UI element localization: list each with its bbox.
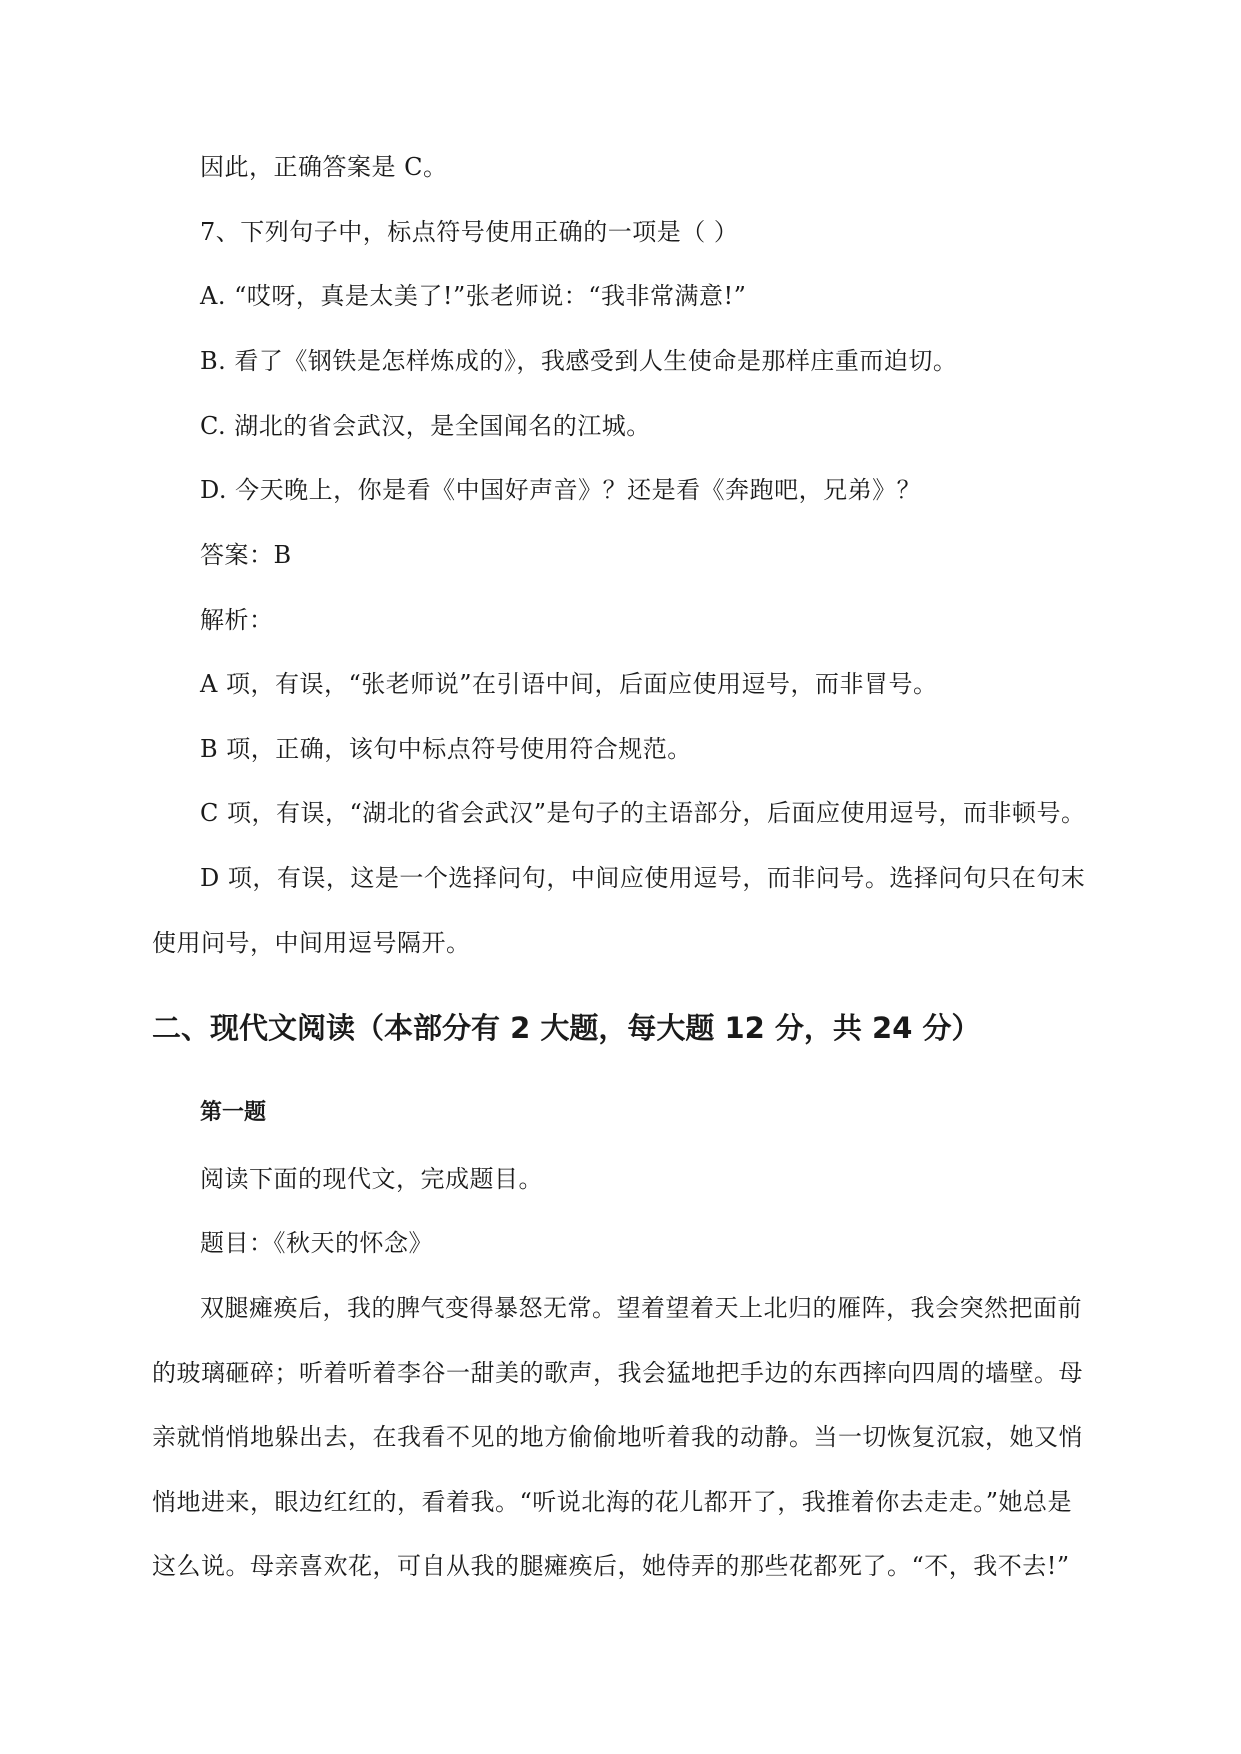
passage-line-2: 的玻璃砸碎；听着听着李谷一甜美的歌声，我会猛地把手边的东西摔向四周的墙壁。母 xyxy=(152,1359,1083,1387)
text-title: 题目：《秋天的怀念》 xyxy=(200,1229,433,1257)
section-2-heading: 二、现代文阅读（本部分有 2 大题，每大题 12 分，共 24 分） xyxy=(152,1011,981,1045)
passage-line-4: 悄地进来，眼边红红的，看着我。“听说北海的花儿都开了，我推着你去走走。”她总是 xyxy=(152,1488,1073,1516)
analysis-b: B 项，正确，该句中标点符号使用符合规范。 xyxy=(200,735,692,763)
answer-line: 答案：B xyxy=(200,541,292,569)
conclusion-line: 因此，正确答案是 C。 xyxy=(200,153,448,181)
reading-instruction: 阅读下面的现代文，完成题目。 xyxy=(200,1165,543,1193)
passage-line-1: 双腿瘫痪后，我的脾气变得暴怒无常。望着望着天上北归的雁阵，我会突然把面前 xyxy=(200,1294,1082,1322)
passage-line-5: 这么说。母亲喜欢花，可自从我的腿瘫痪后，她侍弄的那些花都死了。“不，我不去!” xyxy=(152,1552,1070,1580)
passage-line-3: 亲就悄悄地躲出去，在我看不见的地方偷偷地听着我的动静。当一切恢复沉寂，她又悄 xyxy=(152,1423,1083,1451)
option-a: A. “哎呀，真是太美了!”张老师说：“我非常满意!” xyxy=(200,282,747,310)
analysis-a: A 项，有误，“张老师说”在引语中间，后面应使用逗号，而非冒号。 xyxy=(200,670,938,698)
analysis-d: D 项，有误，这是一个选择问句，中间应使用逗号，而非问号。选择问句只在句末 xyxy=(200,864,1086,892)
analysis-d-continued: 使用问号，中间用逗号隔开。 xyxy=(152,929,471,957)
option-d: D. 今天晚上，你是看《中国好声音》？还是看《奔跑吧，兄弟》？ xyxy=(200,476,922,504)
option-c: C. 湖北的省会武汉，是全国闻名的江城。 xyxy=(200,412,651,440)
analysis-label: 解析： xyxy=(200,606,274,634)
question-7-stem: 7、下列句子中，标点符号使用正确的一项是（ ） xyxy=(200,218,739,246)
analysis-c: C 项，有误，“湖北的省会武汉”是句子的主语部分，后面应使用逗号，而非顿号。 xyxy=(200,799,1086,827)
first-question-heading: 第一题 xyxy=(200,1100,267,1125)
option-b: B. 看了《钢铁是怎样炼成的》，我感受到人生使命是那样庄重而迫切。 xyxy=(200,347,958,375)
